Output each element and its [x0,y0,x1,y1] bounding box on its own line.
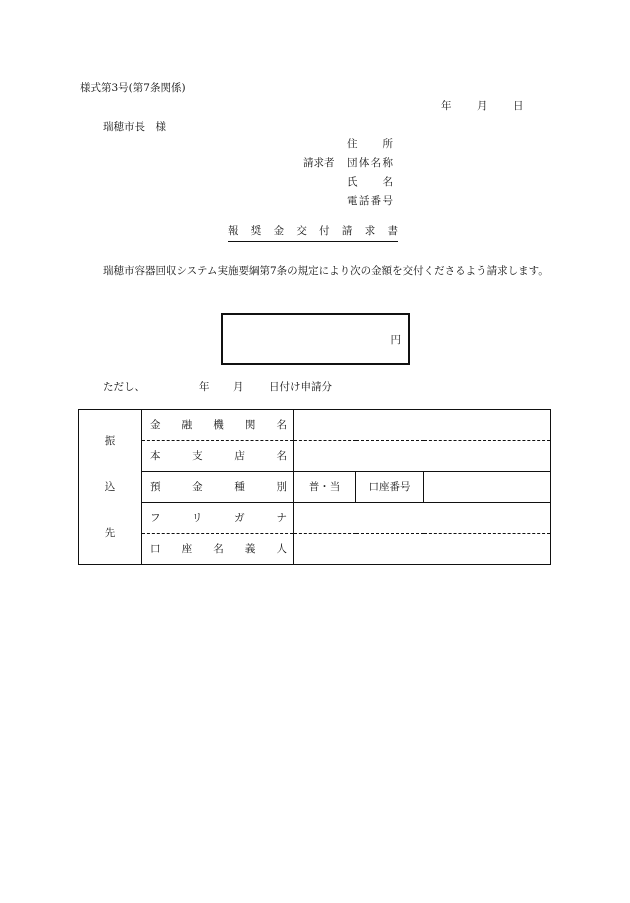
proviso-suffix: 日付け申請分 [269,381,332,393]
date-line [441,101,524,112]
form-number: 様式第3号(第7条関係) [80,82,186,94]
table-row [79,503,551,534]
account-holder-label: 口座名義人 [142,534,294,565]
side-char-komi: 込 [79,472,142,503]
table-row [79,441,551,472]
addressee: 瑞穂市長 様 [103,121,166,133]
bank-name-label: 金融機関名 [142,410,294,441]
date-year: 年 [441,100,452,112]
proviso-year: 年 [199,381,210,393]
bank-name-field[interactable] [294,410,551,441]
proviso-line [103,382,332,393]
account-number-label: 口座番号 [356,472,424,503]
date-month: 月 [477,100,488,112]
branch-field[interactable] [294,441,551,472]
document-title: 報奨金交付請求書 [228,226,398,242]
table-row [79,534,551,565]
side-char-furi: 振 [79,410,142,472]
proviso-month: 月 [233,381,244,393]
amount-box[interactable] [221,313,410,365]
requester-group-name-label: 団体名称 [347,157,393,169]
table-row [79,410,551,441]
bank-transfer-table [78,409,551,565]
furigana-field[interactable] [294,503,551,534]
body-text: 瑞穂市容器回収システム実施要綱第7条の規定により次の金額を交付くださるよう請求します。 [103,265,549,277]
requester-phone-label: 電話番号 [347,195,393,207]
side-char-saki: 先 [79,503,142,565]
date-day: 日 [513,100,524,112]
deposit-type-options[interactable]: 普・当 [294,472,356,503]
account-holder-field[interactable] [294,534,551,565]
deposit-type-label: 預金種別 [142,472,294,503]
requester-address-label: 住所 [347,138,393,150]
table-row [79,472,551,503]
account-number-field[interactable] [424,472,551,503]
proviso-prefix: ただし、 [103,381,145,393]
furigana-label: フリガナ [142,503,294,534]
yen-unit: 円 [390,334,401,346]
branch-label: 本支店名 [142,441,294,472]
requester-label: 請求者 [303,157,335,169]
requester-name-label: 氏名 [347,176,393,188]
